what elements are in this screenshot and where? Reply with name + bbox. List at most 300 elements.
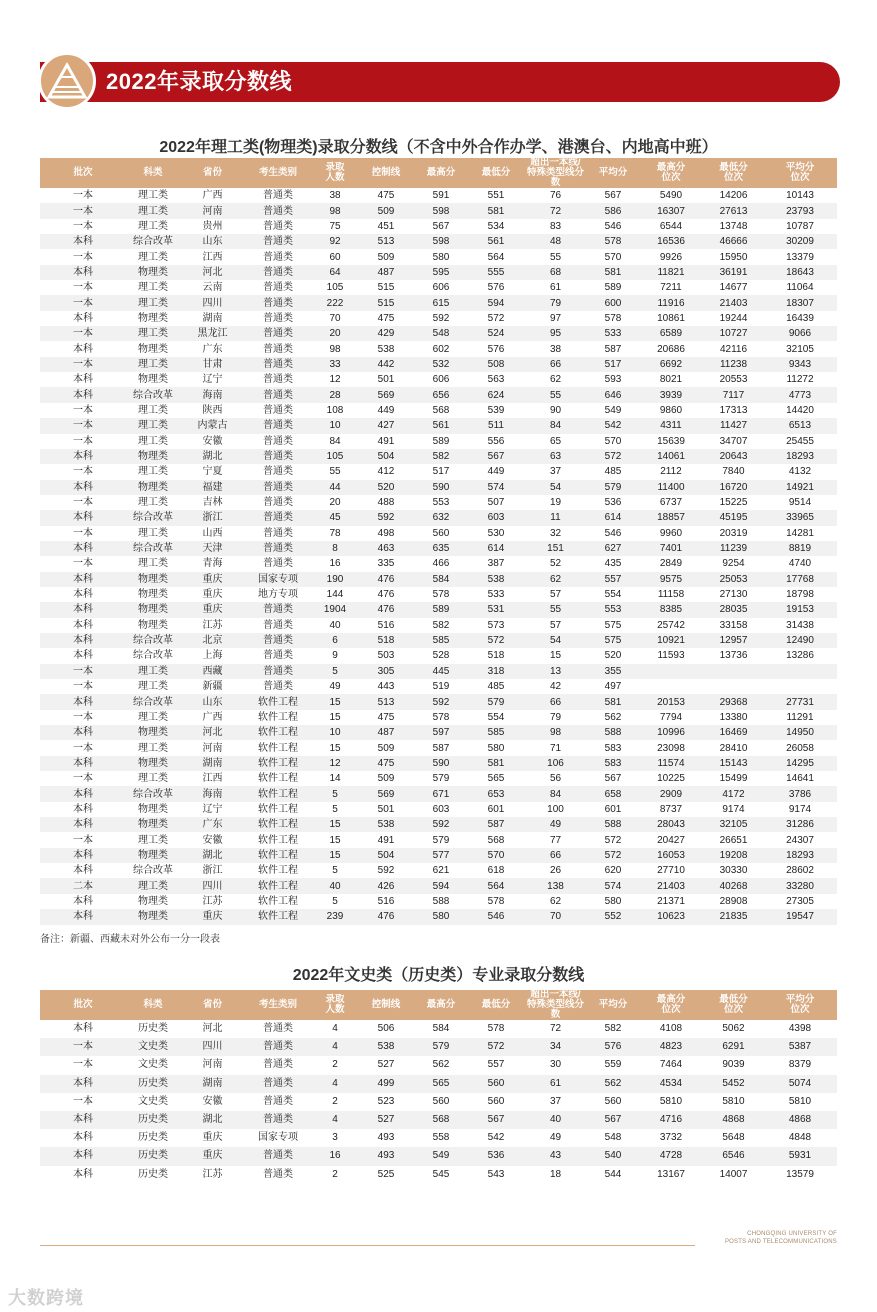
table-cell: 520	[359, 480, 413, 495]
table-cell: 491	[377, 435, 395, 447]
table-cell: 湖南	[202, 312, 223, 324]
table-cell: 592	[377, 865, 395, 877]
table-cell: 580	[487, 742, 505, 754]
table2-header-cell	[763, 990, 837, 1020]
table-cell: 548	[413, 326, 469, 341]
table-cell: 3732	[659, 1132, 683, 1144]
table-cell: 499	[359, 1075, 413, 1093]
table-cell: 本科	[40, 541, 126, 556]
header-label-line2: 位次	[723, 1004, 743, 1015]
table-cell: 29368	[704, 694, 763, 709]
table-cell: 18	[549, 1168, 562, 1180]
table-cell: 14950	[763, 725, 837, 740]
table-cell: 18798	[786, 589, 814, 601]
table-cell: 588	[588, 817, 638, 832]
table-cell: 562	[588, 1075, 638, 1093]
table-cell: 普通类	[245, 1075, 311, 1093]
table-cell: 582	[604, 1023, 622, 1035]
table-cell: 云南	[202, 282, 223, 294]
table-cell: 635	[413, 541, 469, 556]
table1-row	[40, 449, 837, 464]
table1-row	[40, 710, 837, 725]
table-cell: 重庆	[202, 1132, 223, 1144]
table1-row	[40, 188, 837, 203]
table-cell: 14921	[763, 480, 837, 495]
table-cell: 软件工程	[245, 694, 311, 709]
table-cell: 518	[359, 633, 413, 648]
table-cell: 安徽	[202, 435, 223, 447]
table-cell: 11427	[704, 418, 763, 433]
table-cell: 普通类	[245, 480, 311, 495]
table-cell: 本科	[73, 1132, 93, 1144]
table-cell: 一本	[73, 1059, 93, 1071]
table-cell: 福建	[180, 480, 245, 495]
table-cell: 525	[377, 1168, 395, 1180]
table-cell: 61	[549, 282, 562, 294]
table-cell: 1904	[311, 602, 359, 617]
table-cell: 8021	[659, 374, 683, 386]
table-cell: 本科	[73, 589, 93, 601]
table-cell: 527	[359, 1111, 413, 1129]
table-cell: 54	[523, 480, 588, 495]
table-cell: 595	[413, 265, 469, 280]
table-cell: 辽宁	[202, 374, 223, 386]
table-cell: 软件工程	[245, 786, 311, 801]
table-cell: 592	[359, 510, 413, 525]
table-cell: 28410	[719, 742, 748, 754]
header-label: 平均分	[598, 167, 628, 178]
table-cell: 重庆	[180, 572, 245, 587]
table-cell: 4398	[788, 1023, 812, 1035]
header-label: 最低分	[481, 167, 511, 178]
table-cell: 589	[432, 435, 450, 447]
table-cell: 562	[432, 1059, 450, 1071]
header-label-line2: 人数	[325, 172, 345, 183]
table-cell: 581	[588, 265, 638, 280]
table-cell: 普通类	[263, 466, 293, 478]
table1-header-cell	[126, 158, 180, 188]
table-cell: 本科	[40, 817, 126, 832]
table-cell: 普通类	[263, 1023, 293, 1035]
table-cell: 陕西	[202, 404, 223, 416]
table-cell: 615	[413, 295, 469, 310]
table-cell: 583	[588, 756, 638, 771]
table-cell: 理工类	[126, 878, 180, 893]
table-cell: 239	[311, 909, 359, 924]
table-cell: 567	[469, 1111, 523, 1129]
table-cell: 物理类	[138, 312, 168, 324]
header-label: 最高分	[656, 162, 686, 173]
table-cell: 14206	[719, 190, 748, 202]
table-cell: 498	[377, 527, 395, 539]
table1-row	[40, 234, 837, 249]
table-cell: 西藏	[180, 664, 245, 679]
table-cell: 594	[413, 878, 469, 893]
table-cell: 7401	[638, 541, 704, 556]
table1-row	[40, 480, 837, 495]
table-cell: 577	[413, 848, 469, 863]
table-cell: 21403	[704, 295, 763, 310]
header-label-line2: 特殊类型线分数	[526, 167, 584, 188]
table-cell: 普通类	[263, 282, 293, 294]
table-cell: 578	[432, 711, 450, 723]
table-cell: 普通类	[245, 418, 311, 433]
table-cell: 52	[549, 558, 562, 570]
table-cell: 466	[432, 558, 450, 570]
table-cell: 文史类	[126, 1038, 180, 1056]
table-cell: 13748	[719, 220, 748, 232]
table-cell: 软件工程	[258, 834, 298, 846]
table-cell	[763, 664, 837, 679]
table-cell: 40	[329, 619, 341, 631]
table-cell: 11238	[704, 357, 763, 372]
table-cell: 64	[311, 265, 359, 280]
table-cell: 本科	[40, 265, 126, 280]
table2-header-cell	[704, 990, 763, 1020]
table-cell: 物理类	[126, 602, 180, 617]
table-cell: 12	[329, 374, 341, 386]
table-cell: 33280	[763, 878, 837, 893]
table-cell: 普通类	[263, 619, 293, 631]
table1-row	[40, 387, 837, 402]
table-cell: 507	[487, 497, 505, 509]
table-cell: 671	[413, 786, 469, 801]
header-label-line2: 位次	[661, 172, 681, 183]
table-cell: 538	[377, 343, 395, 355]
table-cell: 5931	[763, 1147, 837, 1165]
table-cell: 627	[588, 541, 638, 556]
table-cell: 综合改革	[126, 387, 180, 402]
table-cell: 66	[523, 357, 588, 372]
table-cell: 567	[588, 1111, 638, 1129]
table-cell: 9343	[763, 357, 837, 372]
table-cell: 539	[487, 404, 505, 416]
table-cell: 山东	[180, 694, 245, 709]
table-cell: 14420	[786, 404, 814, 416]
table-cell: 602	[432, 343, 450, 355]
table1-row	[40, 219, 837, 234]
table-cell: 二本	[40, 878, 126, 893]
table-cell: 55	[523, 602, 588, 617]
table-cell: 40	[311, 878, 359, 893]
table-cell: 历史类	[126, 1075, 180, 1093]
table-cell: 10	[311, 725, 359, 740]
table-cell: 95	[523, 326, 588, 341]
table-cell: 理工类	[126, 326, 180, 341]
table-cell: 57	[549, 589, 562, 601]
table-cell: 2909	[638, 786, 704, 801]
table-cell: 105	[326, 282, 344, 294]
table-cell: 545	[432, 1168, 450, 1180]
table-cell: 25053	[704, 572, 763, 587]
table-cell: 普通类	[245, 326, 311, 341]
table-cell: 527	[377, 1059, 395, 1071]
table1-header-row	[40, 158, 837, 188]
table-cell: 27613	[704, 203, 763, 218]
table-cell: 572	[604, 834, 622, 846]
table-cell: 43	[523, 1147, 588, 1165]
table-cell: 538	[359, 1038, 413, 1056]
table-cell: 46666	[704, 234, 763, 249]
table-cell: 72	[523, 203, 588, 218]
table-cell: 559	[604, 1059, 622, 1071]
table-cell: 580	[432, 251, 450, 263]
table-cell: 13380	[719, 711, 748, 723]
table2-header-cell	[126, 990, 180, 1020]
table-cell: 567	[469, 449, 523, 464]
table-cell: 572	[469, 1038, 523, 1056]
table-cell: 493	[359, 1147, 413, 1165]
table-cell: 570	[469, 848, 523, 863]
table-cell: 16	[311, 1147, 359, 1165]
table-cell: 吉林	[202, 497, 223, 509]
table1-row	[40, 280, 837, 295]
table-cell: 物理类	[126, 909, 180, 924]
table-cell: 14677	[719, 282, 748, 294]
table-cell: 本科	[40, 1075, 126, 1093]
table-cell: 573	[487, 619, 505, 631]
table-cell: 19547	[763, 909, 837, 924]
table-cell: 5387	[763, 1038, 837, 1056]
table-cell: 20	[311, 326, 359, 341]
table-cell: 544	[604, 1168, 622, 1180]
header-label: 考生类别	[258, 999, 297, 1010]
table1-row	[40, 648, 837, 663]
header-label: 最高分	[426, 167, 456, 178]
table-cell: 151	[523, 541, 588, 556]
table1-header-cell	[311, 158, 359, 188]
table-cell: 4	[311, 1075, 359, 1093]
table-cell: 江西	[202, 773, 223, 785]
table-cell: 国家专项	[258, 1132, 298, 1144]
table-cell: 14007	[719, 1168, 748, 1180]
table-cell: 565	[487, 773, 505, 785]
table-cell: 软件工程	[258, 773, 298, 785]
table-cell: 646	[588, 387, 638, 402]
table-cell: 37	[549, 466, 562, 478]
table-cell: 560	[432, 1095, 450, 1107]
table-cell: 16053	[638, 848, 704, 863]
table-cell: 9575	[638, 572, 704, 587]
table1-row	[40, 664, 837, 679]
table-cell: 549	[413, 1147, 469, 1165]
table-cell: 一本	[73, 190, 93, 202]
table-cell: 658	[588, 786, 638, 801]
table-cell: 579	[413, 1038, 469, 1056]
table-cell: 一本	[73, 220, 93, 232]
table-cell: 4172	[704, 786, 763, 801]
table1-header-cell	[469, 158, 523, 188]
table1-row	[40, 265, 837, 280]
table1-row	[40, 203, 837, 218]
table-cell: 安徽	[202, 1095, 223, 1107]
table-cell: 26651	[719, 834, 748, 846]
table-cell: 138	[523, 878, 588, 893]
table-cell: 湖北	[180, 1111, 245, 1129]
table-cell: 23793	[763, 203, 837, 218]
page-title: 2022年录取分数线	[106, 69, 292, 94]
table2-header-cell	[638, 990, 704, 1020]
table-cell: 5810	[722, 1095, 745, 1107]
table-cell: 98	[311, 203, 359, 218]
table-cell: 61	[523, 1075, 588, 1093]
table-cell: 理工类	[138, 220, 168, 232]
table-cell: 本科	[40, 848, 126, 863]
header-label: 控制线	[371, 999, 401, 1010]
table-cell: 本科	[40, 725, 126, 740]
table-cell: 55	[549, 251, 562, 263]
table-cell: 546	[604, 527, 622, 539]
table-cell: 531	[469, 602, 523, 617]
table-cell: 四川	[180, 878, 245, 893]
table-cell: 12	[311, 756, 359, 771]
table-cell: 9039	[722, 1059, 745, 1071]
table-cell: 普通类	[263, 374, 293, 386]
table-cell: 安徽	[202, 834, 223, 846]
table-cell: 一本	[40, 326, 126, 341]
table-cell: 568	[487, 834, 505, 846]
table-cell: 8819	[763, 541, 837, 556]
table-cell: 理工类	[138, 773, 168, 785]
table-cell: 8737	[659, 803, 683, 815]
table-cell: 536	[604, 497, 622, 509]
table-cell: 本科	[40, 633, 126, 648]
table-cell: 20	[329, 497, 341, 509]
table-cell: 563	[487, 374, 505, 386]
table-cell: 75	[329, 220, 341, 232]
watermark-text: 大数跨境	[8, 1288, 84, 1308]
table-cell: 普通类	[245, 1038, 311, 1056]
table-cell: 144	[326, 589, 344, 601]
table-cell: 6544	[659, 220, 683, 232]
table-cell: 文史类	[138, 1059, 168, 1071]
table-cell: 84	[523, 418, 588, 433]
table-cell: 222	[311, 295, 359, 310]
header-label-line2: 位次	[661, 1004, 681, 1015]
table-cell: 15143	[704, 756, 763, 771]
table-cell: 9926	[659, 251, 683, 263]
table-cell: 综合改革	[126, 694, 180, 709]
table-cell: 9174	[788, 803, 812, 815]
table-cell: 普通类	[245, 203, 311, 218]
table-cell: 618	[487, 865, 505, 877]
table-cell: 理工类	[138, 404, 168, 416]
table-cell	[763, 679, 837, 694]
table-cell: 588	[588, 725, 638, 740]
table-cell: 重庆	[180, 602, 245, 617]
table-cell: 25455	[786, 435, 814, 447]
table-cell: 412	[377, 466, 395, 478]
table-cell: 503	[377, 650, 395, 662]
table-cell: 45195	[704, 510, 763, 525]
table-cell: 河北	[180, 265, 245, 280]
table-cell: 软件工程	[258, 742, 298, 754]
table2-row	[40, 1166, 837, 1184]
table2-row	[40, 1111, 837, 1129]
table-cell: 592	[432, 312, 450, 324]
table-cell: 78	[329, 527, 341, 539]
table-cell: 32105	[704, 817, 763, 832]
table-cell: 普通类	[245, 234, 311, 249]
table-cell: 4848	[788, 1132, 812, 1144]
table-cell: 568	[432, 404, 450, 416]
table-cell: 历史类	[138, 1168, 168, 1180]
table-cell: 理工类	[138, 711, 168, 723]
table-cell: 新疆	[202, 681, 223, 693]
table-cell: 443	[377, 681, 395, 693]
table-cell: 532	[413, 357, 469, 372]
table-cell: 656	[413, 387, 469, 402]
table-cell: 579	[469, 694, 523, 709]
table-cell: 516	[377, 895, 395, 907]
table-cell: 579	[432, 834, 450, 846]
table-cell: 435	[604, 558, 622, 570]
table-cell: 4740	[788, 558, 812, 570]
table-cell: 601	[487, 803, 505, 815]
table-cell: 33158	[719, 619, 748, 631]
table-cell: 普通类	[263, 681, 293, 693]
table2-title: 2022年文史类（历史类）专业录取分数线	[292, 967, 585, 984]
table-cell: 536	[469, 1147, 523, 1165]
table-cell: 318	[469, 664, 523, 679]
header-label: 超出一本线/	[530, 157, 581, 168]
table-cell: 一本	[40, 295, 126, 310]
table-cell: 17313	[719, 404, 748, 416]
table-cell: 理工类	[126, 203, 180, 218]
table-cell: 普通类	[245, 449, 311, 464]
table-cell: 6513	[763, 418, 837, 433]
table-cell: 8385	[638, 602, 704, 617]
table-cell: 576	[487, 282, 505, 294]
table-cell: 普通类	[263, 190, 293, 202]
table-cell: 27305	[786, 895, 814, 907]
table-cell: 567	[432, 220, 450, 232]
table-cell: 38	[549, 343, 562, 355]
table-cell: 广西	[202, 190, 223, 202]
table-cell: 560	[604, 1095, 622, 1107]
table-cell: 533	[487, 589, 505, 601]
table-cell: 569	[359, 786, 413, 801]
table-cell: 620	[604, 865, 622, 877]
table-cell: 509	[377, 773, 395, 785]
table1-header-cell	[638, 158, 704, 188]
table-cell: 一本	[40, 664, 126, 679]
table-cell: 物理类	[126, 449, 180, 464]
header-label: 考生类别	[258, 167, 297, 178]
table-cell: 15499	[719, 773, 748, 785]
table-cell: 66	[523, 848, 588, 863]
table-cell: 442	[359, 357, 413, 372]
table2-row	[40, 1129, 837, 1147]
table-cell: 甘肃	[180, 357, 245, 372]
table-cell: 理工类	[126, 664, 180, 679]
table-cell: 524	[469, 326, 523, 341]
table-cell: 560	[469, 1075, 523, 1093]
table-cell: 305	[359, 664, 413, 679]
table-cell: 10996	[638, 725, 704, 740]
table-cell: 4534	[638, 1075, 704, 1093]
table1-row	[40, 802, 837, 817]
table-cell: 588	[432, 895, 450, 907]
table-cell: 贵州	[202, 220, 223, 232]
header-label: 最低分	[719, 994, 748, 1005]
table-cell: 476	[359, 572, 413, 587]
table-cell: 581	[469, 203, 523, 218]
table-cell: 597	[413, 725, 469, 740]
table1-row	[40, 418, 837, 433]
table-cell: 108	[326, 404, 344, 416]
table-cell: 21371	[657, 895, 685, 907]
